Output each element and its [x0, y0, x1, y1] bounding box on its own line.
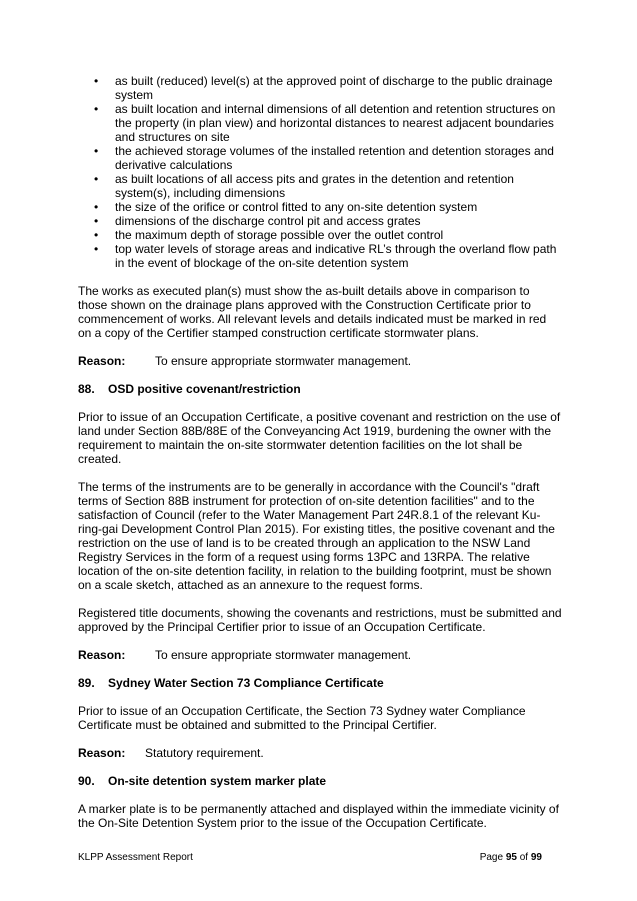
list-item-text: the maximum depth of storage possible over the outlet control — [115, 228, 444, 242]
list-item — [78, 74, 562, 102]
list-item — [78, 172, 562, 200]
list-item — [78, 200, 562, 214]
section-number: 90. — [78, 774, 95, 788]
list-item-text: as built location and internal dimensions of all detention and retention structures on the property (in plan view) and horizontal distances to nearest adjacent boundaries and structures on site — [115, 102, 556, 144]
reason-label: Reason: — [78, 354, 126, 368]
reason-text: To ensure appropriate stormwater management. — [155, 354, 412, 368]
reason-text: Statutory requirement. — [145, 746, 264, 760]
list-item — [78, 228, 562, 242]
reason-line — [78, 648, 562, 662]
reason-line — [78, 746, 562, 760]
page-number — [480, 852, 542, 864]
section-heading-90 — [78, 774, 562, 788]
section-title: On-site detention system marker plate — [108, 774, 327, 788]
list-item — [78, 242, 562, 270]
reason-label: Reason: — [78, 648, 126, 662]
reason-line — [78, 354, 562, 368]
list-item — [78, 102, 562, 144]
report-name: KLPP Assessment Report — [78, 852, 193, 863]
section-88-paragraph-3: Registered title documents, showing the covenants and restrictions, must be submitted and approved by the Principal Certifier prior to issue of an Occupation Certificate. — [78, 606, 562, 634]
list-item — [78, 144, 562, 172]
bullet-icon: • — [94, 214, 99, 228]
section-number: 89. — [78, 676, 95, 690]
list-item-text: as built (reduced) level(s) at the approved point of discharge to the public drainage system — [115, 74, 553, 102]
bullet-icon: • — [94, 144, 99, 158]
reason-label: Reason: — [78, 746, 126, 760]
section-heading-88 — [78, 382, 562, 396]
list-item-text: dimensions of the discharge control pit and access grates — [115, 214, 421, 228]
list-item-text: the achieved storage volumes of the installed retention and detention storages and derivative calculations — [115, 144, 554, 172]
bullet-icon: • — [94, 102, 99, 116]
bullet-icon: • — [94, 74, 99, 88]
section-90-paragraph-1: A marker plate is to be permanently attached and displayed within the immediate vicinity of the On-Site Detention System prior to the issue of the Occupation Certificate. — [78, 802, 559, 830]
section-88-paragraph-1: Prior to issue of an Occupation Certificate, a positive covenant and restriction on the use of land under Section 88B/88E of the Conveyancing Act 1919, burdening the owner with the requirement to maintain the on-site stormwater detention facilities on the lot shall be created. — [78, 410, 561, 466]
as-built-details-list — [78, 74, 562, 270]
works-as-executed-paragraph: The works as executed plan(s) must show the as-built details above in comparison to those shown on the drainage plans approved with the Construction Certificate prior to commencement of works. All relevant levels and details indicated must be marked in red on a copy of the Certifier stamped construction certificate stormwater plans. — [78, 284, 547, 340]
bullet-icon: • — [94, 228, 99, 242]
reason-text: To ensure appropriate stormwater management. — [155, 648, 412, 662]
section-title: Sydney Water Section 73 Compliance Certificate — [108, 676, 384, 690]
list-item-text: the size of the orifice or control fitted to any on-site detention system — [115, 200, 478, 214]
bullet-icon: • — [94, 172, 99, 186]
page-total: 99 — [530, 852, 542, 863]
section-number: 88. — [78, 382, 95, 396]
page-current: 95 — [505, 852, 517, 863]
section-88-paragraph-2: The terms of the instruments are to be generally in accordance with the Council's "draft terms of Section 88B instrument for protection of on-site detention facilities" and to the satisfaction of Council (refer to the Water Management Part 24R.8.1 of the relevant Ku-ring-gai Development Control Plan 2015). For existing titles, the positive covenant and the restriction on the use of land is to be created through an application to the NSW Land Registry Services in the form of a request using forms 13PC and 13RPA. The relative location of the on-site detention facility, in relation to the building footprint, must be shown on a scale sketch, attached as an annexure to the request forms. — [78, 480, 555, 592]
list-item-text: as built locations of all access pits and grates in the detention and retention system(s), including dimensions — [115, 172, 514, 200]
section-title: OSD positive covenant/restriction — [108, 382, 301, 396]
list-item-text: top water levels of storage areas and indicative RL’s through the overland flow path in the event of blockage of the on-site detention system — [115, 242, 557, 270]
document-body — [78, 74, 562, 830]
section-heading-89 — [78, 676, 562, 690]
list-item — [78, 214, 562, 228]
section-89-paragraph-1: Prior to issue of an Occupation Certificate, the Section 73 Sydney water Compliance Certificate must be obtained and submitted to the Principal Certifier. — [78, 704, 526, 732]
bullet-icon: • — [94, 242, 99, 256]
bullet-icon: • — [94, 200, 99, 214]
page-word: Page — [479, 852, 504, 863]
page-of: of — [519, 852, 529, 863]
